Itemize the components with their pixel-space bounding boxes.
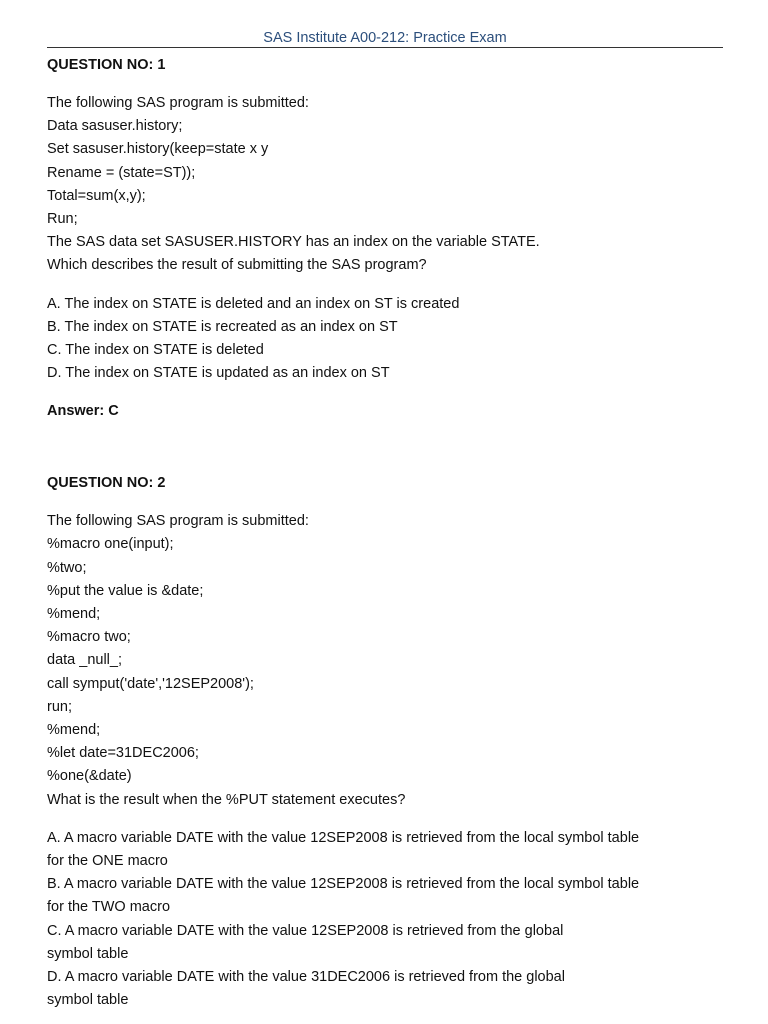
question-2-line: %one(&date) (47, 768, 132, 785)
question-2-line: %mend; (47, 721, 101, 738)
question-2-option-b: B. A macro variable DATE with the value 12SEP2008 is retrieved from the local symbol table for the TWO macro (47, 876, 640, 916)
question-1-title: QUESTION NO: 1 (47, 57, 166, 73)
question-2-line: The following SAS program is submitted: (47, 513, 309, 530)
question-2-line: %two; (47, 559, 87, 576)
question-2-option-d: D. A macro variable DATE with the value 31DEC2006 is retrieved from the global symbol table (47, 968, 565, 1009)
document-body (47, 54, 727, 1012)
question-1 (47, 54, 727, 423)
question-2-option-a: A. A macro variable DATE with the value 12SEP2008 is retrieved from the local symbol table for the ONE macro (47, 829, 640, 869)
question-2-line: %macro one(input); (47, 536, 174, 553)
question-1-line: Which describes the result of submitting the SAS program? (47, 257, 427, 274)
question-1-option-a: A. The index on STATE is deleted and an index on ST is created (47, 295, 460, 312)
question-1-option-d: D. The index on STATE is updated as an index on ST (47, 365, 390, 382)
question-1-line: Data sasuser.history; (47, 118, 183, 135)
question-1-answer: Answer: C (47, 403, 119, 420)
question-2-line: call symput('date','12SEP2008'); (47, 675, 254, 692)
page-header-title: SAS Institute A00-212: Practice Exam (263, 30, 507, 46)
question-2-title: QUESTION NO: 2 (47, 475, 166, 492)
question-1-line: Run; (47, 210, 78, 227)
question-1-line: The SAS data set SASUSER.HISTORY has an index on the variable STATE. (47, 234, 540, 251)
question-1-option-b: B. The index on STATE is recreated as an index on ST (47, 318, 398, 335)
question-2-line: %let date=31DEC2006; (47, 745, 199, 762)
question-2-line: %macro two; (47, 629, 131, 646)
question-2-option-c: C. A macro variable DATE with the value 12SEP2008 is retrieved from the global symbol table (47, 922, 564, 962)
question-1-line: Total=sum(x,y); (47, 187, 146, 204)
question-1-line: The following SAS program is submitted: (47, 95, 309, 111)
question-2-line: data _null_; (47, 652, 122, 669)
question-2-line: run; (47, 698, 72, 715)
question-2 (47, 472, 727, 1012)
question-1-line: Rename = (state=ST)); (47, 164, 196, 181)
question-1-line: Set sasuser.history(keep=state x y (47, 141, 269, 158)
question-2-line: %mend; (47, 606, 101, 622)
question-2-line: %put the value is &date; (47, 582, 204, 599)
question-2-line: What is the result when the %PUT statement executes? (47, 791, 406, 808)
page-header (47, 29, 723, 48)
question-1-option-c: C. The index on STATE is deleted (47, 341, 264, 358)
